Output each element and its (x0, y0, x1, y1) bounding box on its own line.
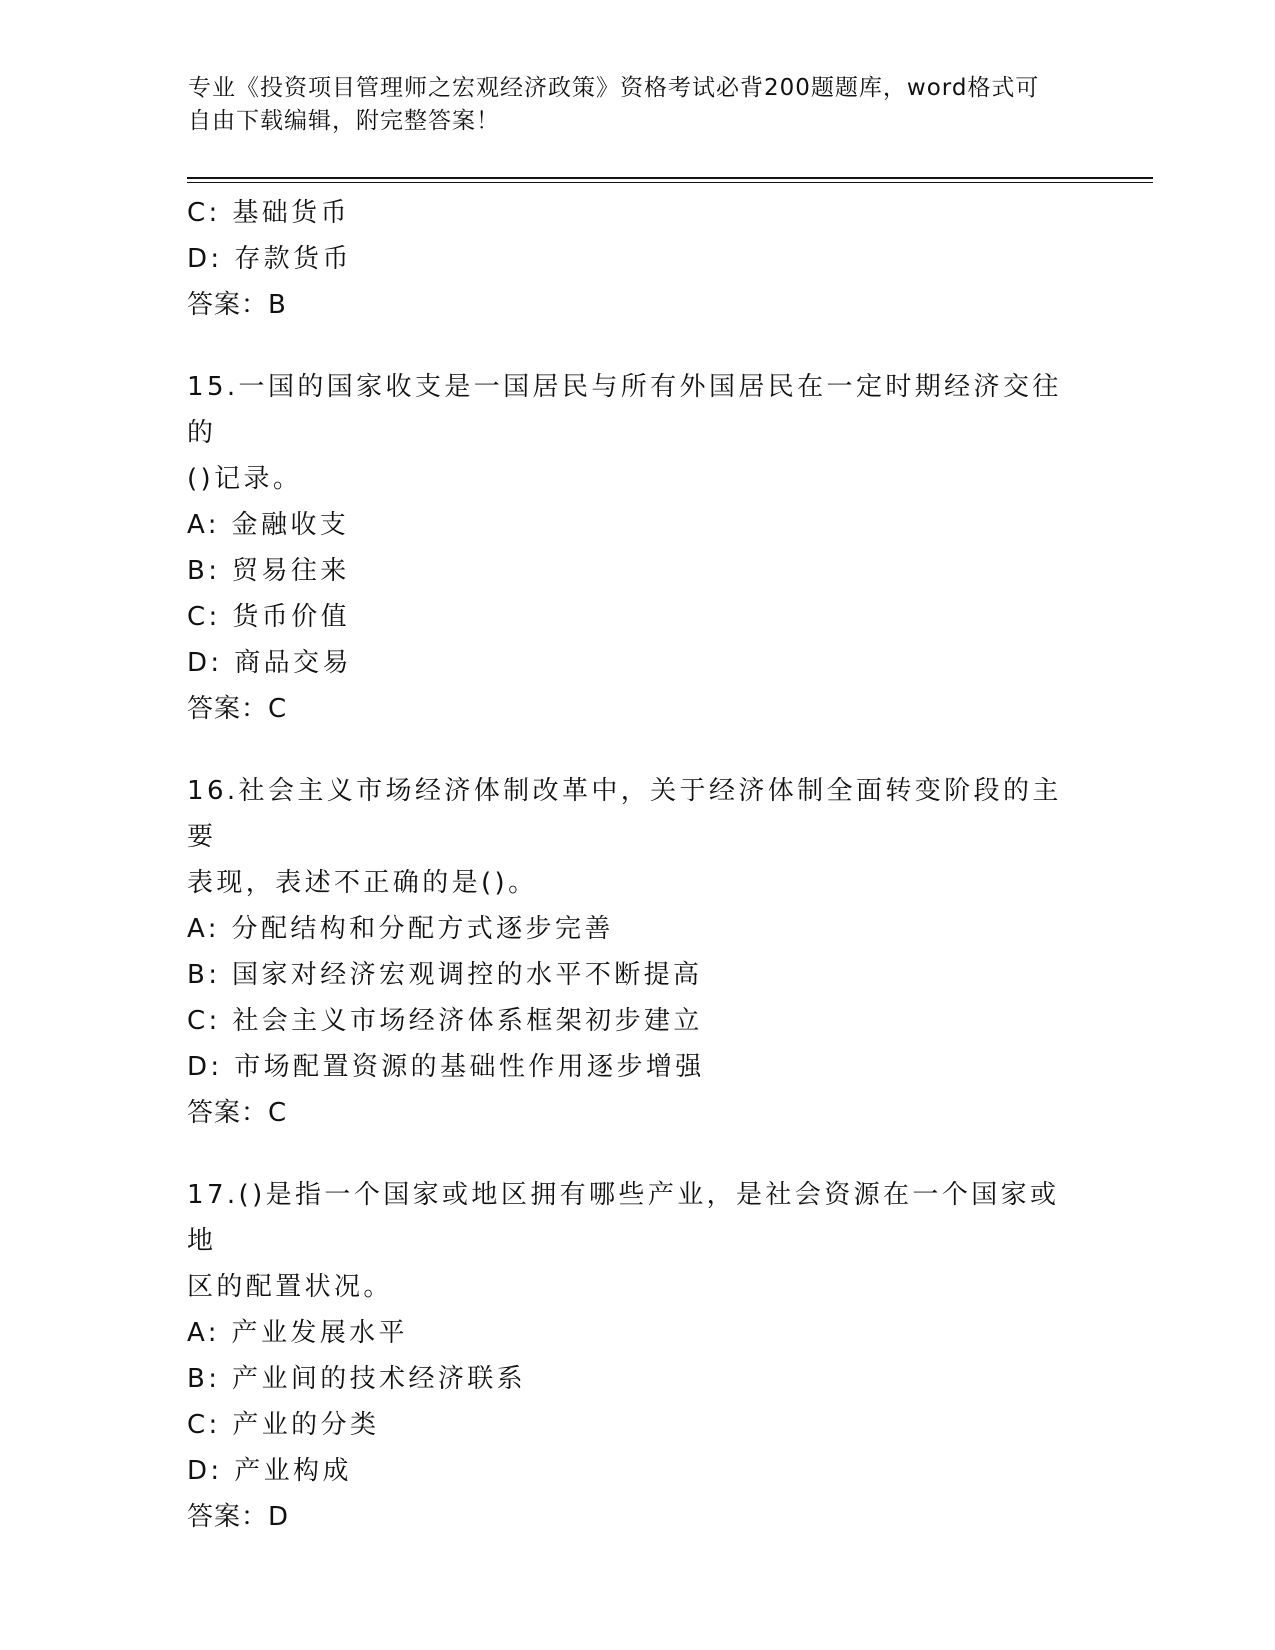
question-stem-line-2: 表现，表述不正确的是()。 (187, 868, 538, 898)
option-c: C: 基础货币 (187, 198, 350, 228)
option-b: B: 国家对经济宏观调控的水平不断提高 (187, 960, 703, 990)
question-stem-line-1: 15.一国的国家收支是一国居民与所有外国居民在一定时期经济交往的 (187, 372, 1062, 448)
answer: 答案：C (187, 1098, 288, 1128)
document-header (188, 72, 1068, 138)
question-stem-line-2: ()记录。 (187, 464, 303, 494)
header-title-line-2: 自由下载编辑，附完整答案！ (188, 108, 500, 134)
option-c: C: 社会主义市场经济体系框架初步建立 (187, 1006, 703, 1036)
question-stem-line-1: 16.社会主义市场经济体制改革中，关于经济体制全面转变阶段的主要 (187, 776, 1062, 852)
answer: 答案：D (187, 1502, 290, 1532)
option-d: D: 市场配置资源的基础性作用逐步增强 (187, 1052, 705, 1082)
option-c: C: 产业的分类 (187, 1410, 380, 1440)
question-15 (187, 364, 1087, 732)
option-d: D: 存款货币 (187, 244, 352, 274)
previous-question-fragment (187, 190, 1087, 328)
option-d: D: 产业构成 (187, 1456, 352, 1486)
option-a: A: 金融收支 (187, 510, 350, 540)
question-16 (187, 768, 1087, 1136)
question-list (187, 190, 1087, 1540)
question-17 (187, 1172, 1087, 1540)
question-stem-line-2: 区的配置状况。 (187, 1272, 393, 1302)
option-c: C: 货币价值 (187, 602, 350, 632)
answer: 答案：C (187, 694, 288, 724)
option-a: A: 产业发展水平 (187, 1318, 408, 1348)
option-b: B: 产业间的技术经济联系 (187, 1364, 527, 1394)
header-title-line-1: 专业《投资项目管理师之宏观经济政策》资格考试必背200题题库，word格式可 (188, 75, 1040, 101)
option-d: D: 商品交易 (187, 648, 352, 678)
header-divider-thick (187, 177, 1153, 179)
option-b: B: 贸易往来 (187, 556, 350, 586)
header-divider-thin (187, 182, 1153, 183)
answer: 答案：B (187, 290, 287, 320)
question-stem-line-1: 17.()是指一个国家或地区拥有哪些产业，是社会资源在一个国家或地 (187, 1180, 1060, 1256)
option-a: A: 分配结构和分配方式逐步完善 (187, 914, 614, 944)
